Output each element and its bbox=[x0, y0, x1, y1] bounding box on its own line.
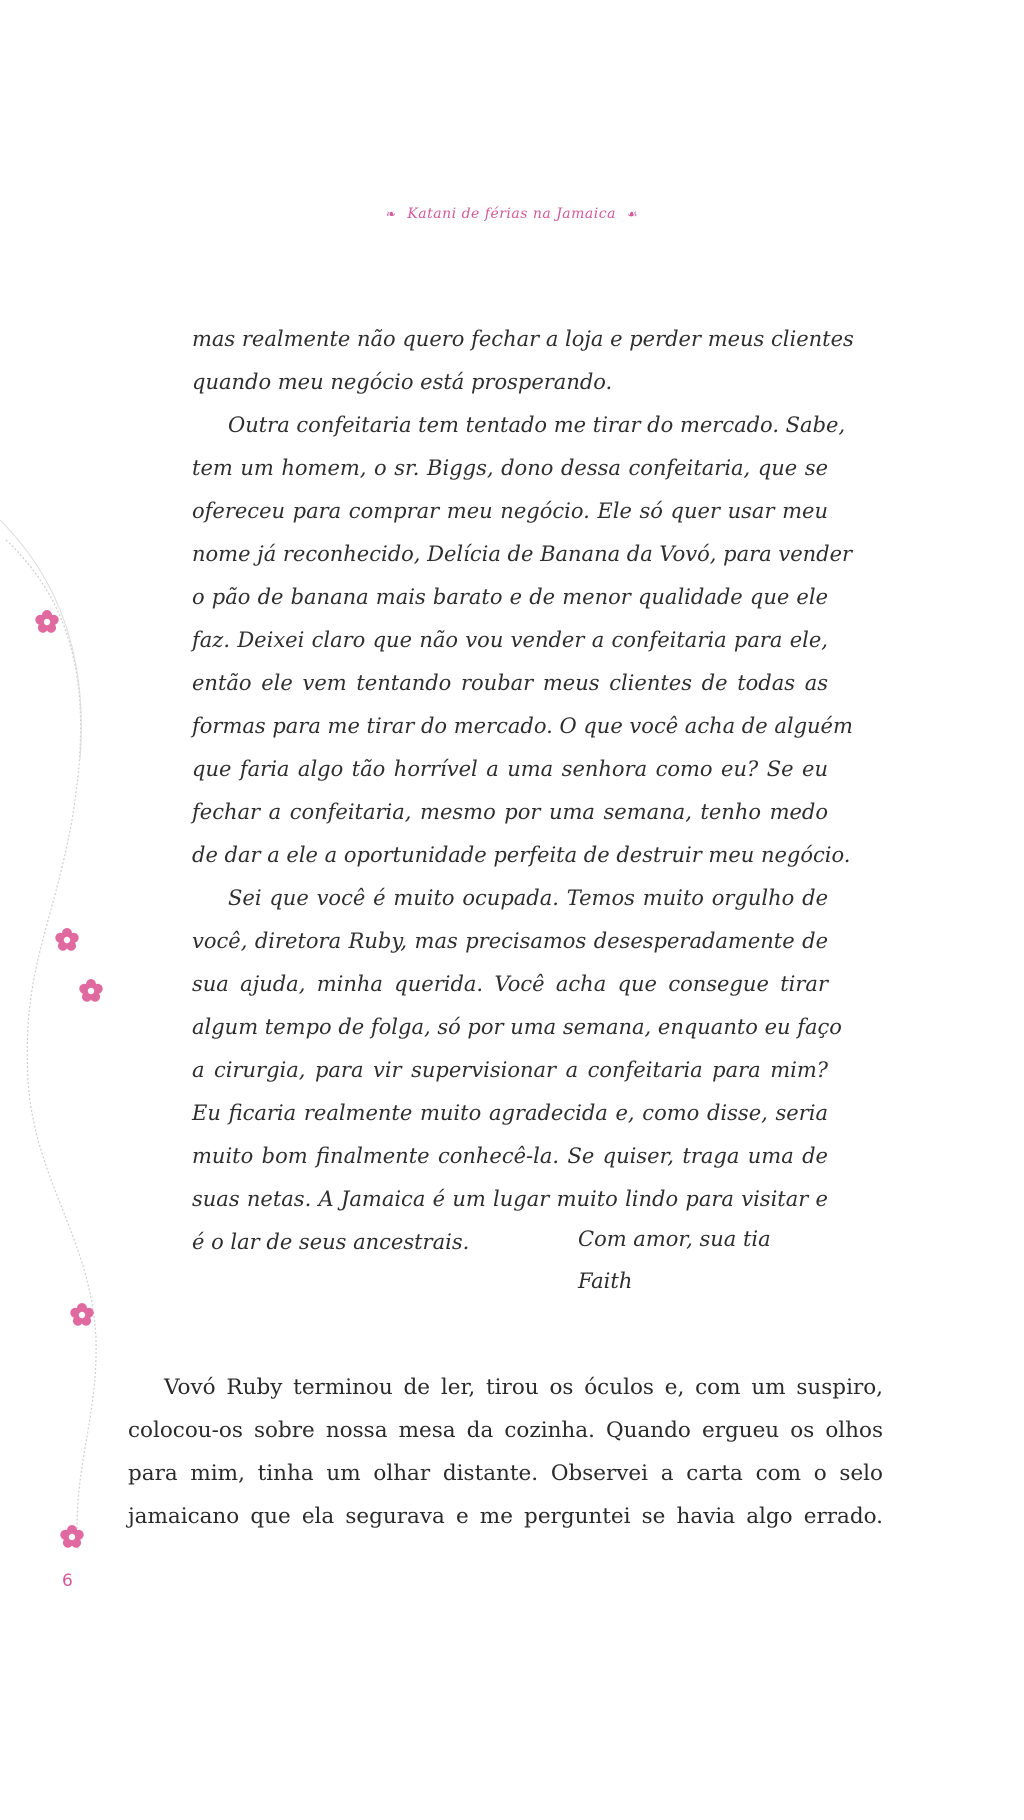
page-number: 6 bbox=[62, 1571, 73, 1591]
letter-text bbox=[192, 318, 854, 1264]
left-flourish-icon: ❧ bbox=[385, 207, 397, 221]
letter-line: ofereceu para comprar meu negócio. Ele só quer usar meu bbox=[192, 499, 828, 523]
letter-line: mas realmente não quero fechar a loja e perder meus clientes bbox=[192, 327, 854, 351]
letter-line: formas para me tirar do mercado. O que você acha de alguém bbox=[192, 714, 853, 738]
letter-line: o pão de banana mais barato e de menor qualidade que ele bbox=[192, 585, 828, 609]
narration-line: para mim, tinha um olhar distante. Observei a carta com o selo bbox=[128, 1461, 883, 1486]
running-header bbox=[0, 206, 1024, 222]
pink-flower-icon bbox=[35, 610, 58, 633]
letter-line: nome já reconhecido, Delícia de Banana da Vovó, para vender bbox=[192, 542, 853, 566]
right-flourish-icon: ☙ bbox=[626, 207, 639, 221]
vine-line-icon bbox=[6, 540, 96, 1550]
signoff-closing: Com amor, sua tia bbox=[578, 1227, 771, 1251]
letter-line: é o lar de seus ancestrais. bbox=[192, 1230, 470, 1254]
narration-line: Vovó Ruby terminou de ler, tirou os óculos e, com um suspiro, bbox=[164, 1375, 883, 1400]
pink-flower-icon bbox=[55, 928, 78, 951]
letter-line: Sei que você é muito ocupada. Temos muito orgulho de bbox=[228, 886, 828, 910]
pink-flower-icon bbox=[60, 1525, 83, 1548]
narration-line: colocou-os sobre nossa mesa da cozinha. Quando ergueu os olhos bbox=[128, 1418, 883, 1443]
letter-line: suas netas. A Jamaica é um lugar muito lindo para visitar e bbox=[192, 1187, 828, 1211]
letter-line: algum tempo de folga, só por uma semana, enquanto eu faço bbox=[192, 1015, 842, 1039]
letter-line: que faria algo tão horrível a uma senhora como eu? Se eu bbox=[192, 757, 828, 781]
pink-flower-icon bbox=[79, 979, 102, 1002]
letter-line: Eu ficaria realmente muito agradecida e, como disse, seria bbox=[192, 1101, 828, 1125]
letter-signoff bbox=[578, 1218, 771, 1302]
letter-line: fechar a confeitaria, mesmo por uma semana, tenho medo bbox=[192, 800, 828, 824]
letter-line: a cirurgia, para vir supervisionar a confeitaria para mim? bbox=[192, 1058, 828, 1082]
running-header-title: Katani de férias na Jamaica bbox=[407, 206, 616, 222]
vine-decoration bbox=[0, 520, 110, 1560]
letter-line: você, diretora Ruby, mas precisamos desesperadamente de bbox=[192, 929, 828, 953]
letter-line: tem um homem, o sr. Biggs, dono dessa confeitaria, que se bbox=[192, 456, 828, 480]
letter-line: de dar a ele a oportunidade perfeita de destruir meu negócio. bbox=[192, 843, 851, 867]
letter-line: então ele vem tentando roubar meus clientes de todas as bbox=[192, 671, 828, 695]
pink-flower-icon bbox=[70, 1303, 93, 1326]
signoff-name: Faith bbox=[578, 1269, 633, 1293]
narration-paragraph bbox=[128, 1366, 883, 1538]
narration-line: jamaicano que ela segurava e me perguntei se havia algo errado. bbox=[128, 1504, 883, 1529]
letter-line: faz. Deixei claro que não vou vender a confeitaria para ele, bbox=[192, 628, 828, 652]
letter-line: Outra confeitaria tem tentado me tirar do mercado. Sabe, bbox=[228, 413, 846, 437]
letter-line: muito bom finalmente conhecê-la. Se quiser, traga uma de bbox=[192, 1144, 828, 1168]
letter-line: quando meu negócio está prosperando. bbox=[192, 370, 613, 394]
letter-line: sua ajuda, minha querida. Você acha que consegue tirar bbox=[192, 972, 828, 996]
